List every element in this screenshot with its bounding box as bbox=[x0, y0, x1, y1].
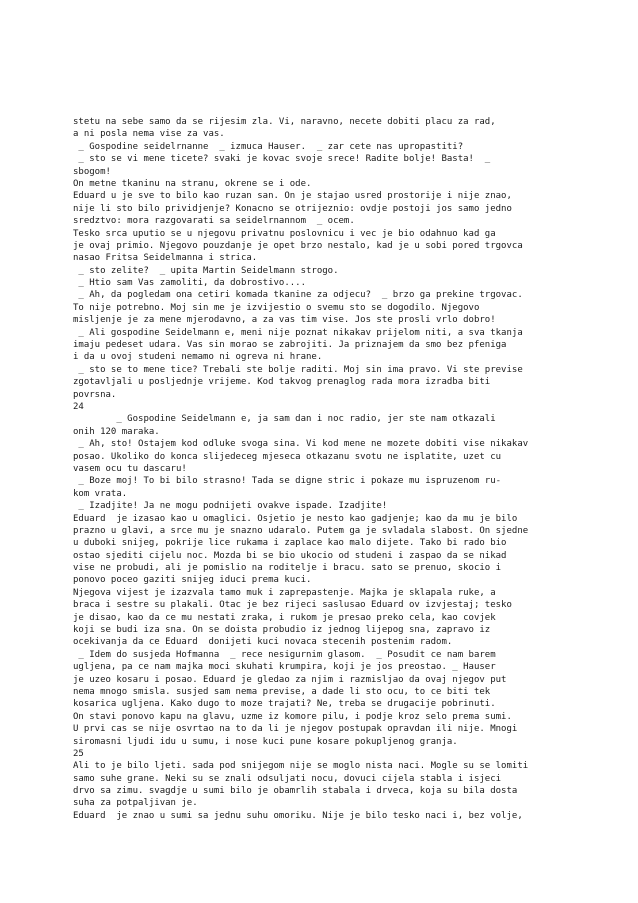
text-line: imaju pedeset udara. Vas sin moraо se zabrojiti. Ja priznajem da smo bez pfeniga bbox=[73, 340, 507, 351]
text-line: _ Htio sam Vas zamoliti, da dobrostivo.... bbox=[73, 278, 306, 289]
text-line: suha za potpaljivan je. bbox=[73, 798, 198, 809]
text-line: nema mnogo smisla. susjed sam nema previse, a dade li sto ocu, to ce biti tek bbox=[73, 686, 491, 697]
text-line: povrsna. bbox=[73, 389, 117, 400]
text-line: _ Boze moj! To bi bilo strasno! Tada se digne stric i pokaze mu ispruzenom ru- bbox=[73, 476, 502, 487]
text-line: vasem ocu tu dascaru! bbox=[73, 463, 187, 474]
text-line: Ali to je bilo ljeti. sada pod snijegom nije se moglo nista naci. Mogle su se lomiti bbox=[73, 761, 529, 772]
text-line: Eduard je izasao kao u omaglici. Osjetio je nesto kao gadjenje; kao da mu je bilo bbox=[73, 513, 518, 524]
text-line: samo suhe grane. Neki su se znali odsuljati nocu, dovuci cijela stabla i isjeci bbox=[73, 773, 502, 784]
text-line: nije li sto bilo prividjenje? Konacno se otrijeznio: ovdje postoji jos samo jedno bbox=[73, 203, 512, 214]
text-line: _ sto zelite? _ upita Martin Seidelmann strogo. bbox=[73, 265, 339, 276]
text-line: misljenje je za mene mjerodavno, a za vas tim vise. Jos ste prosli vrlo dobro! bbox=[73, 315, 496, 326]
text-line: zgotavljali u posljednje vrijeme. Kod takvog prenaglog rada mora izradba biti bbox=[73, 377, 491, 388]
text-line: ocekivanja da ce Eduard donijeti kuci novaca stecenih postenim radom. bbox=[73, 637, 453, 648]
text-line: prazno u glavi, a srce mu je snazno udaralo. Putem ga je svladala slabost. On sjedne bbox=[73, 525, 529, 536]
text-line: sredztvo: mora razgovarati sa seidelrnannom _ ocem. bbox=[73, 216, 355, 227]
text-line: Tesko srca uputio se u njegovu privatnu poslovnicu i vec je bio odahnuo kad ga bbox=[73, 228, 496, 239]
text-line: Njegova vijest je izazvala tamo muk i zaprepastenje. Majka je sklapala ruke, a bbox=[73, 587, 496, 598]
text-line: siromasni ljudi idu u sumu, i nose kuci pune kosare pokupljenog granja. bbox=[73, 736, 458, 747]
text-line: onih 120 maraka. bbox=[73, 426, 160, 437]
text-line: Eduard u je sve to bilo kao ruzan san. On je stajao usred prostorije i nije znao, bbox=[73, 191, 512, 202]
text-line: kosarica ugljena. Kako dugo to moze trajati? Ne, treba se drugacije pobrinuti. bbox=[73, 699, 496, 710]
text-line: nasao Fritsa Seidelmanna i strica. bbox=[73, 253, 258, 264]
text-line: _ sto se to mene tice? Trebali ste bolje raditi. Moj sin ima pravo. Vi ste previse bbox=[73, 364, 523, 375]
text-line: To nije potrebno. Moj sin me je izvijestio o svemu sto se dogodilo. Njegovo bbox=[73, 302, 480, 313]
text-line: _ sto se vi mene ticete? svaki je kovac svoje srece! Radite bolje! Basta! _ bbox=[73, 154, 491, 165]
text-line: sbogom! bbox=[73, 166, 111, 177]
text-line: drvo sa zimu. svagdje u sumi bilo je obamrlih stabala i drveca, koja su bila dosta bbox=[73, 786, 518, 797]
text-line: kom vrata. bbox=[73, 488, 128, 499]
text-line: ugljena, pa ce nam majka moci skuhati krumpira, koji je jos preostao. _ Hauser bbox=[73, 662, 496, 673]
document-page bbox=[73, 116, 573, 822]
text-line: 25 bbox=[73, 748, 84, 759]
text-line: _ Ali gospodine Seidelmann e, meni nije poznat nikakav prijelom niti, a sva tkanja bbox=[73, 327, 523, 338]
text-line: u duboki snijeg, pokrije lice rukama i zaplace kao malo dijete. Tako bi rado bio bbox=[73, 538, 507, 549]
text-line: je ovaj primio. Njegovo pouzdanje je opet brzo nestalo, kad je u sobi pored trgovca bbox=[73, 240, 523, 251]
text-line: _ Gospodine seidelrnanne _ izmuca Hauser. _ zar cete nas upropastiti? bbox=[73, 141, 464, 152]
text-line: stetu na sebe samo da se rijesim zla. Vi, naravno, necete dobiti placu za rad, bbox=[73, 117, 496, 127]
text-line: On stavi ponovo kapu na glavu, uzme iz komore pilu, i podje kroz selo prema sumi. bbox=[73, 711, 512, 722]
text-line: koji se budi iza sna. On se doista probudio iz jednog lijepog sna, zapravo iz bbox=[73, 625, 491, 636]
text-line: je uzeo kosaru i posao. Eduard je gledao za njim i razmisljao da ovaj njegov put bbox=[73, 674, 507, 685]
text-line: _ Idem do susjeda Hofmanna _ rece nesigurnim glasom. _ Posudit ce nam barem bbox=[73, 649, 496, 660]
text-line: a ni posla nema vise za vas. bbox=[73, 129, 225, 140]
text-line: ponovo poceo gaziti snijeg iduci prema kuci. bbox=[73, 575, 312, 586]
text-line: On metne tkaninu na stranu, okrene se i ode. bbox=[73, 178, 312, 189]
text-line: i da u ovoj studeni nemamo ni ogreva ni hrane. bbox=[73, 352, 323, 363]
text-line: 24 bbox=[73, 401, 84, 412]
text-line: vise ne probudi, ali je pomislio na roditelje i bracu. sato se prenuo, skocio i bbox=[73, 563, 502, 574]
text-line: posao. Ukoliko do konca slijedeceg mjeseca otkazanu svotu ne isplatite, uzet cu bbox=[73, 451, 502, 462]
text-line: _ Gospodine Seidelmann e, ja sam dan i noc radio, jer ste nam otkazali bbox=[73, 414, 496, 425]
text-line: _ Ah, sto! Ostajem kod odluke svoga sina. Vi kod mene ne mozete dobiti vise nikakav bbox=[73, 439, 529, 450]
text-line: _ Ah, da pogledam ona cetiri komada tkanine za odjecu? _ brzo ga prekine trgovac. bbox=[73, 290, 523, 301]
text-line: je disao, kao da ce mu nestati zraka, i rukom je presao preko cela, kao covjek bbox=[73, 612, 496, 623]
text-line: _ Izadjite! Ja ne mogu podnijeti ovakve ispade. Izadjite! bbox=[73, 501, 388, 512]
text-line: U prvi cas se nije osvrtao na to da li je njegov postupak opravdan ili nije. Mnogi bbox=[73, 724, 518, 735]
text-line: Eduard je znao u sumi sa jednu suhu omoriku. Nije je bilo tesko naci i, bez volje, bbox=[73, 810, 523, 821]
text-line: ostao sjediti cijelu noc. Mozda bi se bio ukocio od studeni i zaspao da se nikad bbox=[73, 550, 507, 561]
text-line: braca i sestre su plakali. Otac je bez rijeci saslusao Eduard ov izvjestaj; tesko bbox=[73, 600, 512, 611]
